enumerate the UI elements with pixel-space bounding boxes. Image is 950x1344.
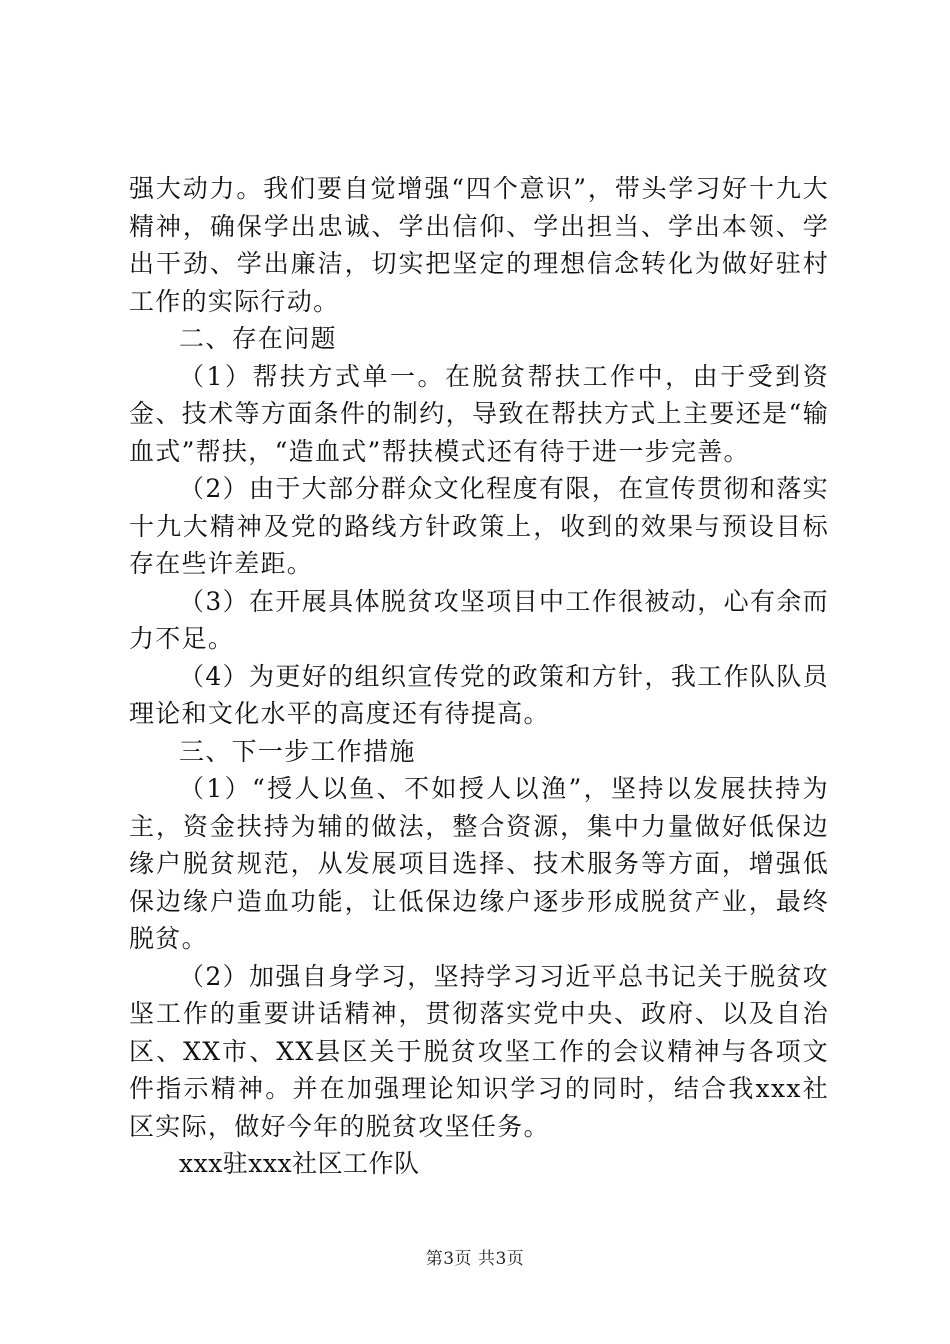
paragraph-continuation: 强大动力。我们要自觉增强“四个意识”，带头学习好十九大精神，确保学出忠诚、学出信仰、学出担当、学出本领、学出干劲、学出廉洁，切实把坚定的理想信念转化为做好驻村工作的实际行动。	[129, 174, 829, 316]
signature: xxx驻xxx社区工作队	[179, 1149, 420, 1178]
paragraph-measure-1: （1）“授人以鱼、不如授人以渔”，坚持以发展扶持为主，资金扶持为辅的做法，整合资源，集中力量做好低保边缘户脱贫规范，从发展项目选择、技术服务等方面，增强低保边缘户造血功能，让低保边缘户逐步形成脱贫产业，最终脱贫。	[129, 774, 829, 953]
paragraph-problem-1: （1）帮扶方式单一。在脱贫帮扶工作中，由于受到资金、技术等方面条件的制约，导致在帮扶方式上主要还是“输血式”帮扶，“造血式”帮扶模式还有待于进一步完善。	[129, 361, 829, 466]
section-heading-next-steps: 三、下一步工作措施	[179, 736, 416, 766]
document-body	[129, 170, 829, 1183]
page-footer: 第3页 共3页	[425, 1249, 525, 1269]
paragraph-measure-2: （2）加强自身学习，坚持学习习近平总书记关于脱贫攻坚工作的重要讲话精神，贯彻落实党中央、政府、以及自治区、XX市、XX县区关于脱贫攻坚工作的会议精神与各项文件指示精神。并在加强理论知识学习的同时，结合我xxx社区实际，做好今年的脱贫攻坚任务。	[129, 961, 829, 1141]
paragraph-problem-2: （2）由于大部分群众文化程度有限，在宣传贯彻和落实十九大精神及党的路线方针政策上，收到的效果与预设目标存在些许差距。	[129, 474, 829, 578]
paragraph-problem-3: （3）在开展具体脱贫攻坚项目中工作很被动，心有余而力不足。	[129, 586, 829, 653]
section-heading-problems: 二、存在问题	[179, 324, 337, 353]
paragraph-problem-4: （4）为更好的组织宣传党的政策和方针，我工作队队员理论和文化水平的高度还有待提高。	[129, 661, 829, 728]
